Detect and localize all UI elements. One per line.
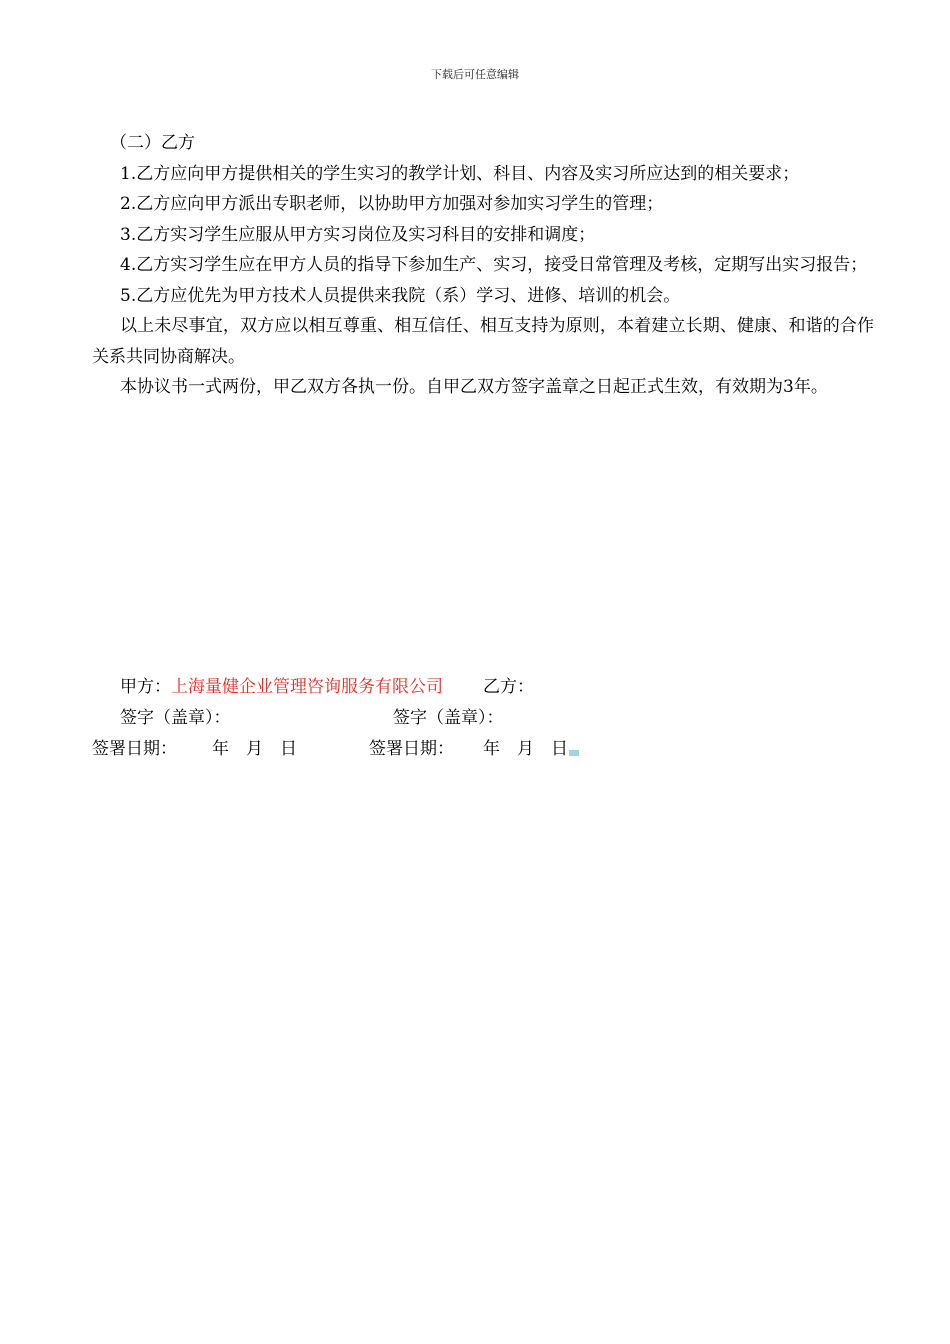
agreement-body: [92, 128, 874, 403]
date-a-fields: 年 月 日: [212, 739, 297, 759]
clause-5: 5.乙方应优先为甲方技术人员提供来我院（系）学习、进修、培训的机会。: [120, 285, 681, 306]
sign-line: [120, 703, 504, 733]
clause-1: 1.乙方应向甲方提供相关的学生实习的教学计划、科目、内容及实习所应达到的相关要求；: [120, 163, 800, 184]
party-a-label: 甲方：: [120, 677, 171, 697]
party-line: [120, 672, 534, 702]
party-b-label: 乙方：: [483, 677, 534, 697]
clause-2: 2.乙方应向甲方派出专职老师，以协助甲方加强对参加实习学生的管理；: [120, 194, 664, 214]
sign-a-label: 签字（盖章）：: [120, 708, 231, 728]
text-cursor-highlight: [569, 750, 579, 756]
clause-3: 3.乙方实习学生应服从甲方实习岗位及实习科目的安排和调度；: [120, 224, 596, 245]
date-b-label: 签署日期：: [369, 739, 454, 759]
date-a-label: 签署日期：: [92, 739, 177, 759]
date-line: [92, 734, 579, 764]
closing-paragraph-2: 本协议书一式两份，甲乙双方各执一份。自甲乙双方签字盖章之日起正式生效，有效期为3年。: [120, 377, 828, 397]
section-title: （二）乙方: [110, 133, 195, 153]
page-header: 下载后可任意编辑: [431, 68, 519, 81]
clause-4: 4.乙方实习学生应在甲方人员的指导下参加生产、实习，接受日常管理及考核，定期写出实习报告；: [120, 255, 868, 275]
party-a-name: 上海量健企业管理咨询服务有限公司: [171, 677, 443, 697]
closing-paragraph-1: 以上未尽事宜，双方应以相互尊重、相互信任、相互支持为原则，本着建立长期、健康、和谐的合作关系共同协商解决。: [92, 316, 874, 367]
date-b-fields: 年 月 日: [483, 739, 568, 759]
sign-b-label: 签字（盖章）：: [393, 708, 504, 728]
